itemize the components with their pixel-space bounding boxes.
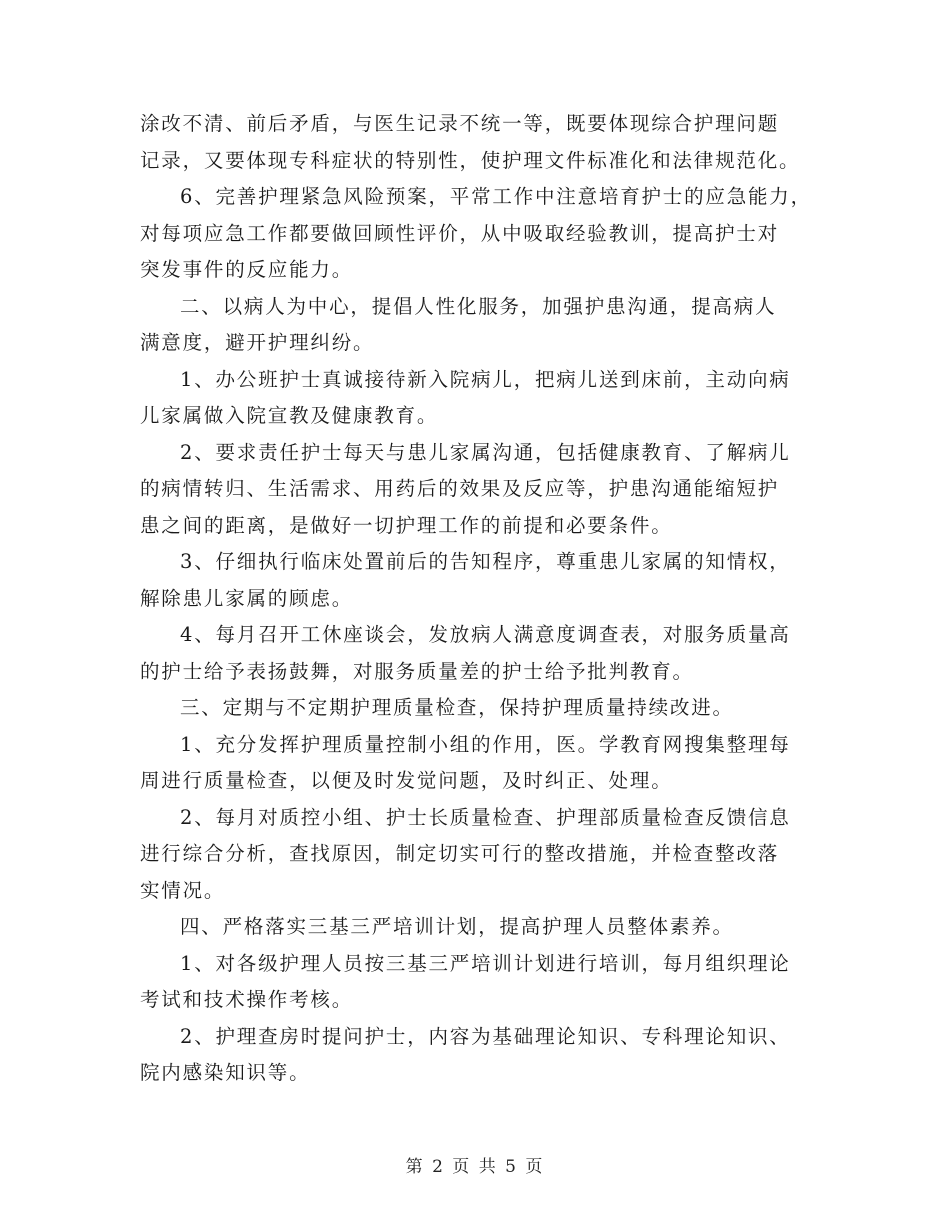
- text-line: 1、办公班护士真诚接待新入院病儿，把病儿送到床前，主动向病: [180, 367, 791, 391]
- text-line: 突发事件的反应能力。: [140, 258, 354, 281]
- section-heading: [140, 690, 820, 727]
- text-line: 满意度，避开护理纠纷。: [140, 331, 375, 354]
- text-line: 患之间的距离，是做好一切护理工作的前提和必要条件。: [140, 513, 673, 537]
- text-line: 2、要求责任护士每天与患儿家属沟通，包括健康教育、了解病儿: [180, 440, 791, 464]
- section-heading: [140, 909, 820, 946]
- paragraph: [140, 1019, 820, 1092]
- text-line: 1、充分发挥护理质量控制小组的作用，医。学教育网搜集整理每: [180, 732, 791, 756]
- text-line: 周进行质量检查，以便及时发觉问题，及时纠正、处理。: [140, 769, 673, 792]
- paragraph: [140, 617, 820, 690]
- text-line: 涂改不清、前后矛盾，与医生记录不统一等，既要体现综合护理问题: [140, 112, 780, 135]
- text-line: 儿家属做入院宣教及健康教育。: [140, 404, 439, 427]
- section-heading: [140, 289, 820, 362]
- text-line: 二、以病人为中心，提倡人性化服务，加强护患沟通，提高病人: [180, 294, 777, 318]
- text-line: 记录，又要体现专科症状的特别性，使护理文件标准化和法律规范化。: [140, 148, 801, 172]
- paragraph: [140, 946, 820, 1019]
- text-line: 四、严格落实三基三严培训计划，提高护理人员整体素养。: [180, 915, 734, 938]
- text-line: 进行综合分析，查找原因，制定切实可行的整改措施，并检查整改落: [140, 842, 780, 865]
- text-line: 解除患儿家属的顾虑。: [140, 586, 354, 610]
- paragraph: [140, 179, 820, 289]
- paragraph: [140, 106, 820, 179]
- text-line: 4、每月召开工休座谈会，发放病人满意度调查表，对服务质量高: [180, 623, 791, 646]
- text-line: 1、对各级护理人员按三基三严培训计划进行培训，每月组织理论: [180, 951, 791, 975]
- document-body: [140, 106, 820, 1092]
- text-line: 实情况。: [140, 878, 226, 902]
- paragraph: [140, 544, 820, 617]
- text-line: 的病情转归、生活需求、用药后的效果及反应等，护患沟通能缩短护: [140, 477, 780, 500]
- text-line: 2、护理查房时提问护士，内容为基础理论知识、专科理论知识、: [180, 1024, 791, 1048]
- text-line: 3、仔细执行临床处置前后的告知程序，尊重患儿家属的知情权，: [180, 550, 791, 573]
- text-line: 院内感染知识等。: [140, 1061, 311, 1084]
- paragraph: [140, 800, 820, 910]
- text-line: 三、定期与不定期护理质量检查，保持护理质量持续改进。: [180, 696, 734, 719]
- paragraph: [140, 435, 820, 545]
- text-line: 2、每月对质控小组、护士长质量检查、护理部质量检查反馈信息: [180, 805, 791, 829]
- text-line: 的护士给予表扬鼓舞，对服务质量差的护士给予批判教育。: [140, 659, 694, 683]
- text-line: 对每项应急工作都要做回顾性评价，从中吸取经验教训，提高护士对: [140, 221, 780, 245]
- page-number-footer: 第 2 页 共 5 页: [405, 1157, 545, 1177]
- paragraph: [140, 362, 820, 435]
- text-line: 6、完善护理紧急风险预案，平常工作中注意培育护士的应急能力，: [180, 185, 812, 208]
- paragraph: [140, 727, 820, 800]
- text-line: 考试和技术操作考核。: [140, 988, 354, 1011]
